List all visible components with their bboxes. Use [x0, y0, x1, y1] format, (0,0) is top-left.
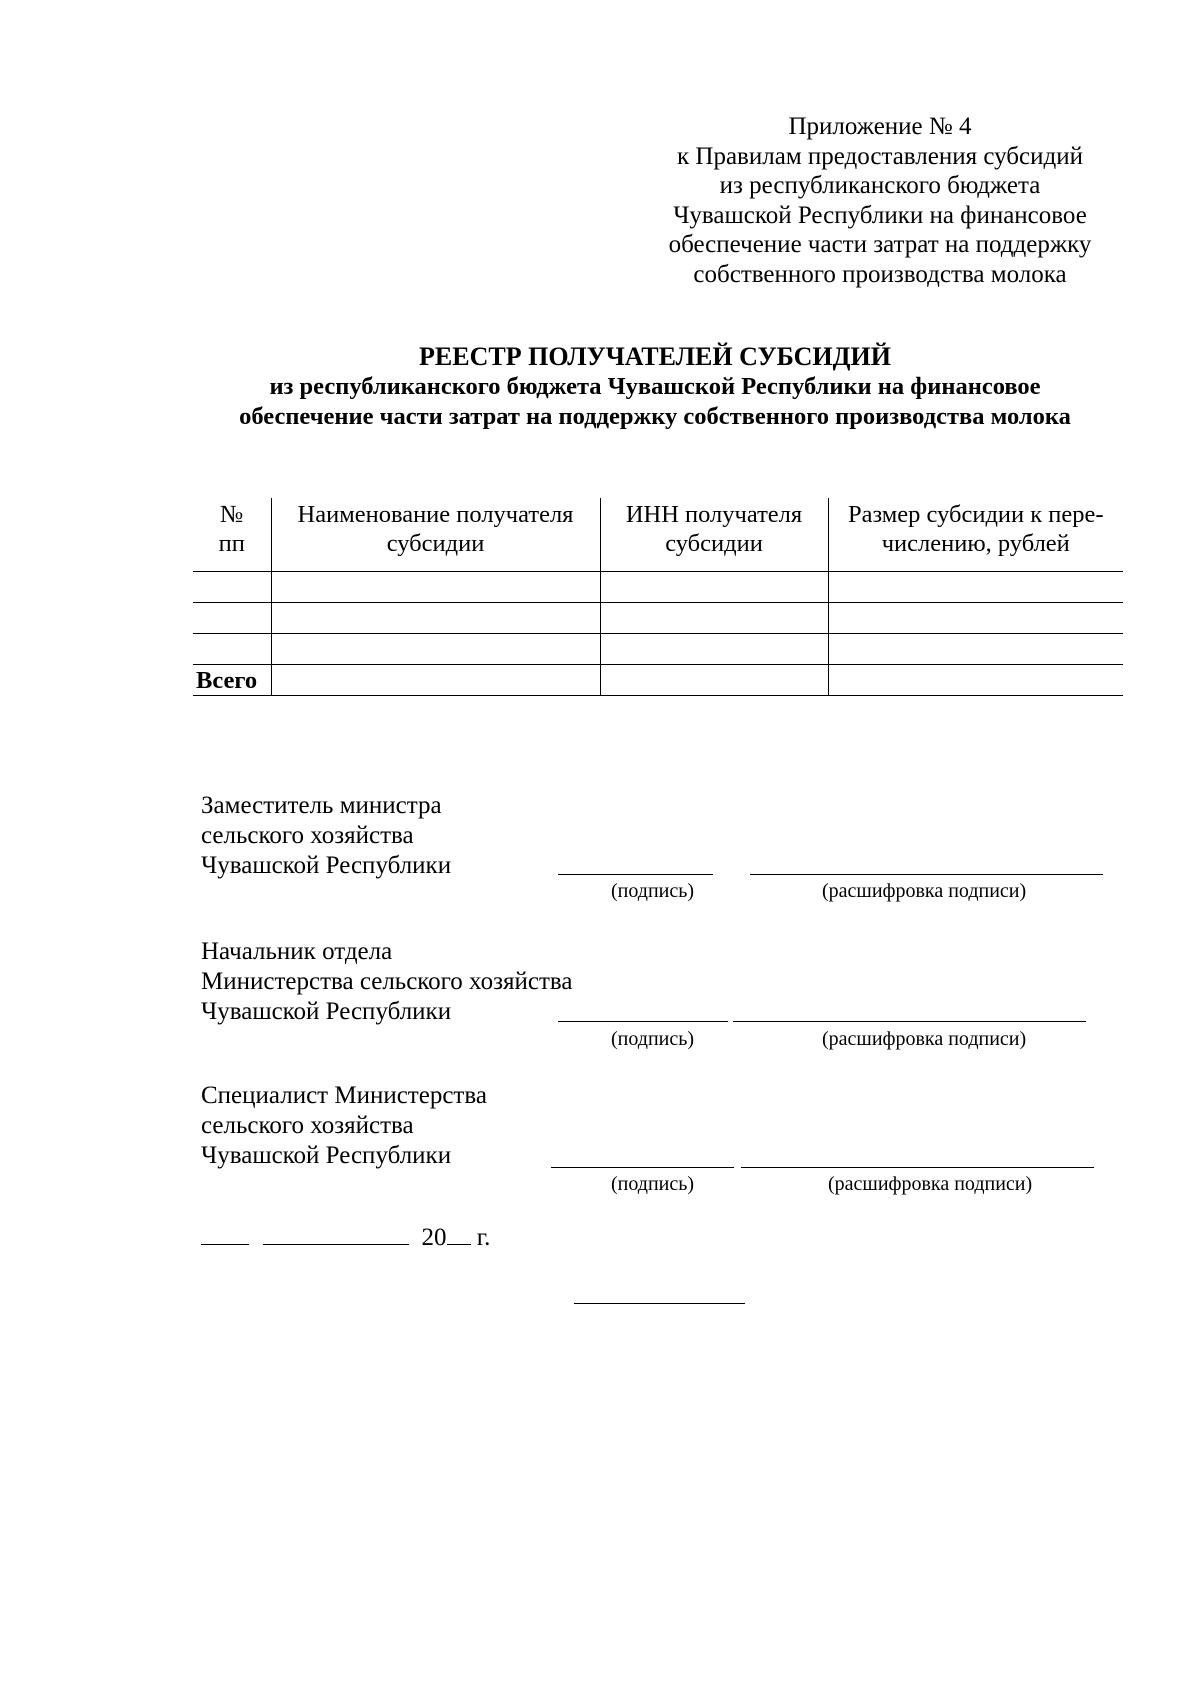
- signature-caption: (подпись): [611, 1028, 695, 1050]
- signature-block-deputy-minister: [201, 791, 1181, 902]
- decoding-caption: (расшифровка подписи): [828, 1173, 1033, 1195]
- signature-caption: (подпись): [611, 880, 695, 902]
- footer-rule: [574, 1303, 745, 1304]
- annex-line: из республиканского бюджета: [719, 172, 1041, 199]
- title-main: РЕЕСТР ПОЛУЧАТЕЛЕЙ СУБСИДИЙ: [419, 342, 891, 371]
- table-cell: [193, 634, 271, 665]
- table-row: [193, 634, 1123, 665]
- annex-line: Приложение № 4: [788, 113, 972, 140]
- header-number: № пп: [193, 498, 271, 572]
- decoding-line: [741, 1167, 1094, 1168]
- table-cell: [828, 572, 1123, 603]
- year-suffix: г.: [476, 1224, 491, 1251]
- annex-header: [640, 112, 1120, 289]
- signature-block-department-head: [201, 937, 1181, 1050]
- document-title: [150, 342, 1160, 432]
- month-blank: [263, 1222, 409, 1245]
- total-label: Всего: [193, 665, 271, 696]
- signature-caption: (подпись): [611, 1173, 695, 1195]
- annex-line: обеспечение части затрат на поддержку: [668, 231, 1092, 258]
- signatory-title: Специалист Министерства сельского хозяйства Чувашской Республики: [201, 1082, 487, 1169]
- table-cell: [828, 665, 1123, 696]
- table-row: [193, 603, 1123, 634]
- table-cell: [193, 572, 271, 603]
- signatory-title: Начальник отдела Министерства сельского хозяйства Чувашской Республики: [201, 938, 573, 1025]
- annex-line: к Правилам предоставления субсидий: [677, 142, 1083, 170]
- decoding-caption: (расшифровка подписи): [822, 1028, 1027, 1050]
- table-cell: [600, 665, 828, 696]
- signature-line: [558, 1021, 728, 1022]
- table-cell: [828, 634, 1123, 665]
- table-row: [193, 572, 1123, 603]
- table-cell: [600, 572, 828, 603]
- table-cell: [271, 634, 600, 665]
- table-cell: [193, 603, 271, 634]
- date-line: [201, 1222, 490, 1253]
- registry-table: [193, 498, 1123, 696]
- title-sub-line: из республиканского бюджета Чувашской Республики на финансовое: [269, 373, 1041, 400]
- decoding-line: [733, 1021, 1086, 1022]
- header-recipient-name: Наименование получателя субсидии: [271, 498, 600, 572]
- day-blank: [201, 1222, 249, 1245]
- table-header-row: [193, 498, 1123, 572]
- signature-line: [551, 1167, 734, 1168]
- table-cell: [600, 603, 828, 634]
- table-cell: [271, 603, 600, 634]
- signature-block-specialist: [201, 1081, 1181, 1195]
- table-cell: [828, 603, 1123, 634]
- annex-line: Чувашской Республики на финансовое: [673, 201, 1087, 229]
- year-blank: [447, 1222, 471, 1245]
- year-prefix: 20: [421, 1224, 447, 1251]
- annex-line: собственного производства молока: [693, 260, 1067, 288]
- header-inn: ИНН получателя субсидии: [600, 498, 828, 572]
- table-cell: [271, 572, 600, 603]
- signatory-title: Заместитель министра сельского хозяйства Чувашской Республики: [201, 792, 452, 879]
- table-total-row: [193, 665, 1123, 696]
- signature-line: [558, 874, 713, 875]
- decoding-line: [750, 874, 1103, 875]
- title-sub-line: обеспечение части затрат на поддержку собственного производства молока: [239, 403, 1071, 430]
- table-cell: [271, 665, 600, 696]
- decoding-caption: (расшифровка подписи): [822, 880, 1027, 902]
- header-subsidy-amount: Размер субсидии к пере- числению, рублей: [828, 498, 1123, 572]
- table-cell: [600, 634, 828, 665]
